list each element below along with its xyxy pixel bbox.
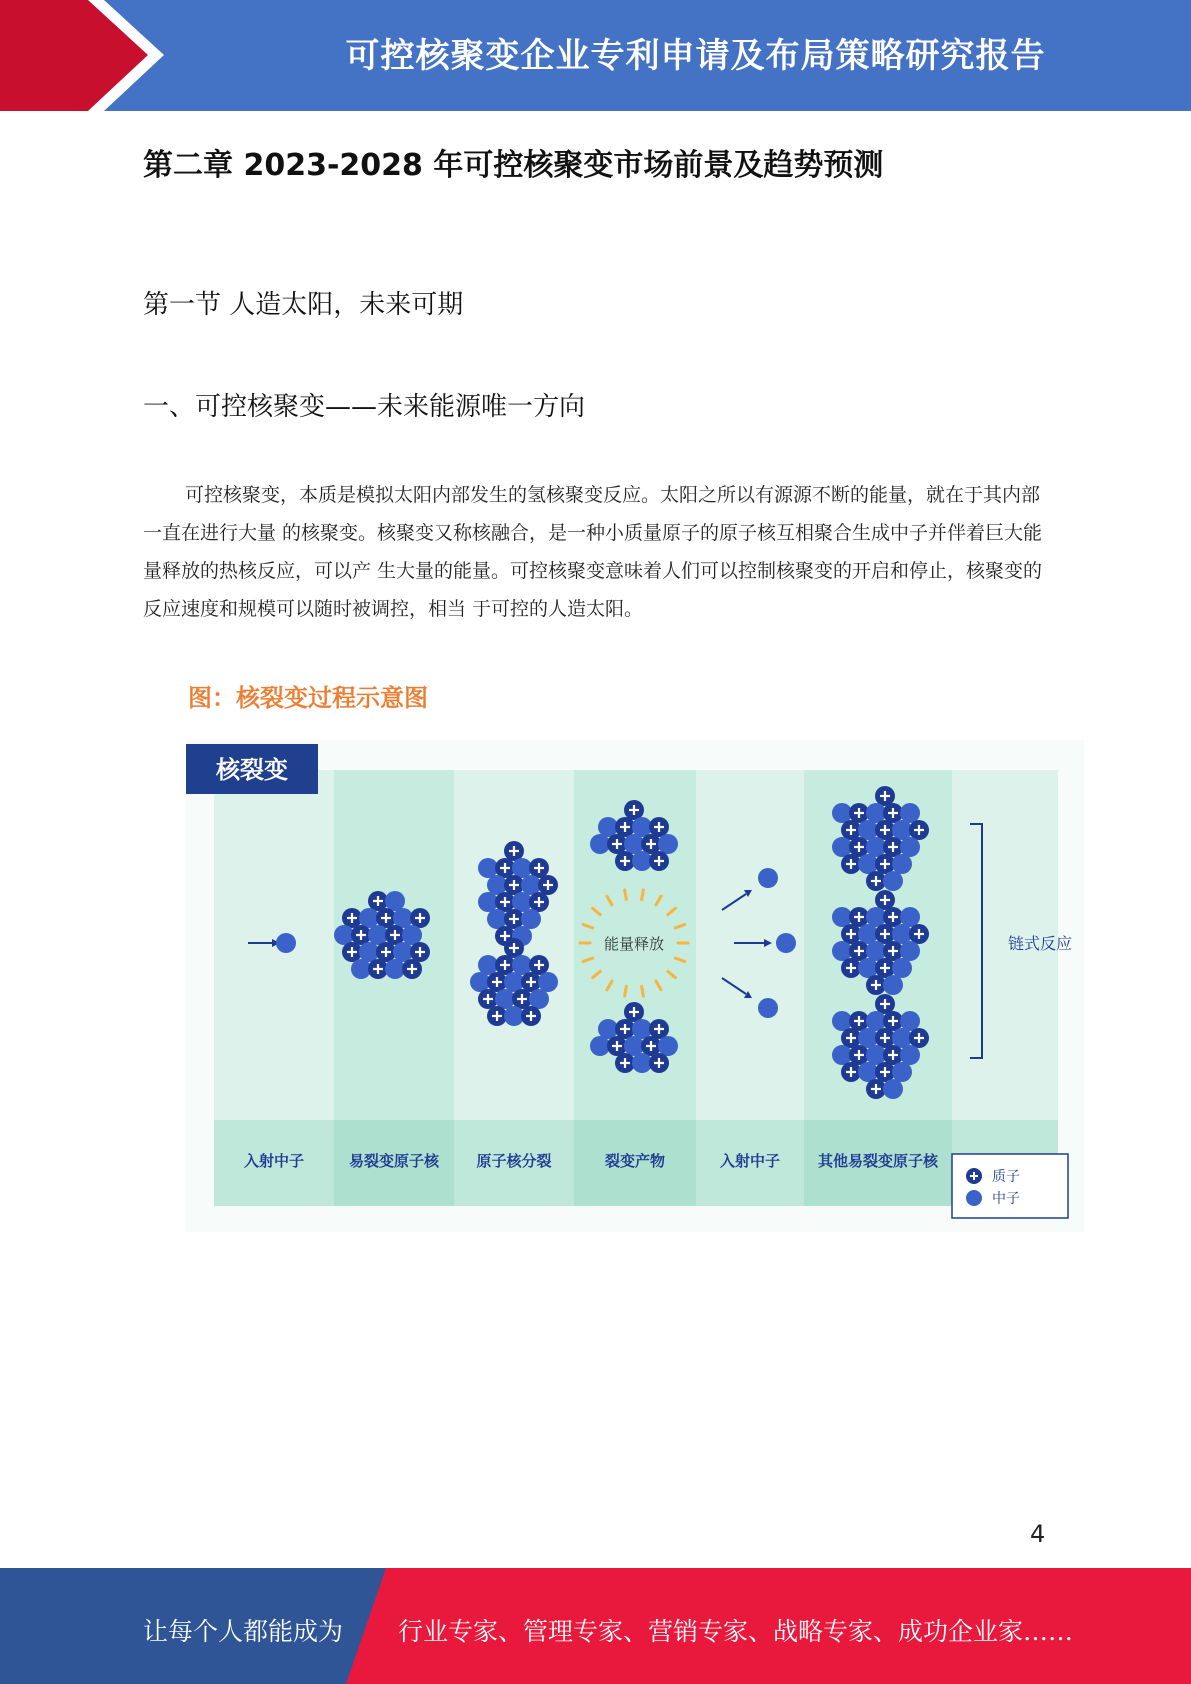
column-label-1: 入射中子 — [243, 1152, 305, 1170]
legend-proton: 质子 — [992, 1169, 1020, 1185]
chevron-decoration — [0, 0, 200, 111]
column-label-4: 裂变产物 — [604, 1152, 666, 1170]
figure-caption: 图：核裂变过程示意图 — [188, 684, 428, 712]
column-label-6: 其他易裂变原子核 — [817, 1152, 939, 1170]
section-title: 第一节 人造太阳，未来可期 — [143, 290, 464, 320]
footer-slogan-right: 行业专家、管理专家、营销专家、战略专家、成功企业家…… — [398, 1617, 1074, 1646]
report-title: 可控核聚变企业专利申请及布局策略研究报告 — [345, 36, 1046, 76]
chapter-title: 第二章 2023-2028 年可控核聚变市场前景及趋势预测 — [143, 148, 884, 183]
footer-banner — [0, 1568, 1191, 1684]
column-label-5: 入射中子 — [719, 1152, 781, 1170]
legend-neutron: 中子 — [992, 1191, 1020, 1207]
fission-diagram-svg — [186, 740, 1084, 1232]
footer-slogan-left: 让每个人都能成为 — [143, 1617, 344, 1646]
header-banner — [0, 0, 1191, 111]
fission-diagram — [186, 740, 1084, 1232]
column-label-3: 原子核分裂 — [476, 1152, 552, 1170]
chain-label: 链式反应 — [1008, 934, 1073, 953]
body-paragraph: 可控核聚变，本质是模拟太阳内部发生的氢核聚变反应。太阳之所以有源源不断的能量，就在于其内部一直在进行大量 的核聚变。核聚变又称核融合，是一种小质量原子的原子核互相聚合生成中子并伴着巨大能量释放的热核反应，可以产 生大量的能量。可控核聚变意味着人们可以控制核聚变的开启和停止，核聚变的反应速度和规模可以随时被调控，相当 于可控的人造太阳。 — [143, 484, 1043, 620]
energy-label: 能量释放 — [603, 935, 665, 953]
page-number: 4 — [1030, 1520, 1046, 1548]
column-label-2: 易裂变原子核 — [348, 1152, 440, 1170]
subsection-title: 一、可控核聚变——未来能源唯一方向 — [143, 392, 586, 422]
badge-label: 核裂变 — [216, 756, 288, 784]
legend — [952, 1154, 1068, 1218]
